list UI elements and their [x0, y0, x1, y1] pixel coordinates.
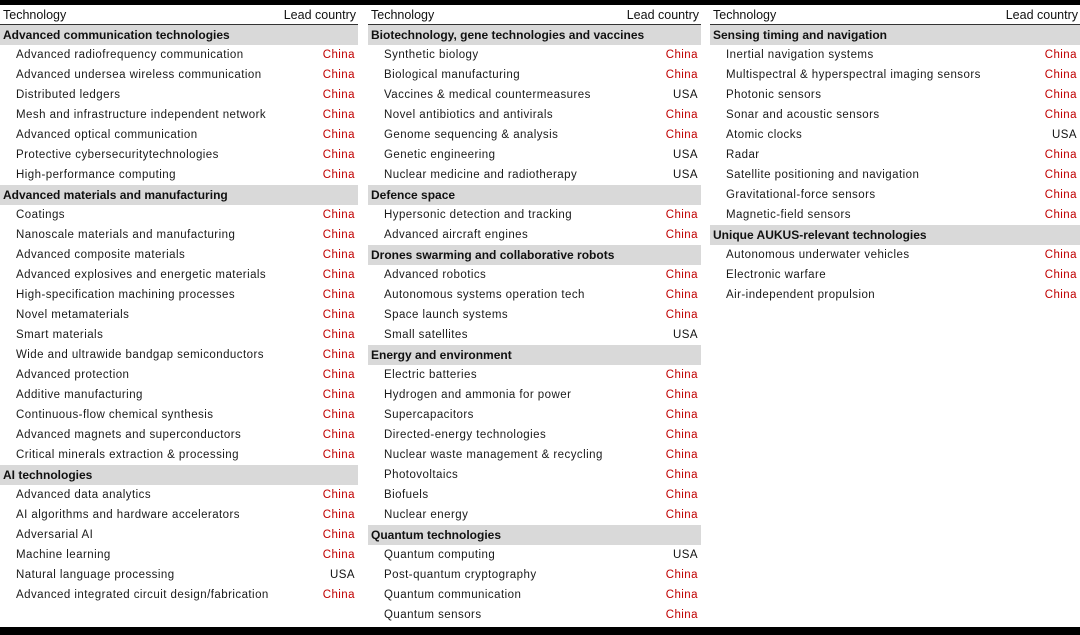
section-title: Defence space [368, 185, 701, 205]
lead-country: China [322, 209, 355, 221]
technology-name: Post-quantum cryptography [384, 569, 537, 581]
technology-name: Nuclear waste management & recycling [384, 449, 603, 461]
header-lead-country: Lead country [283, 7, 356, 22]
lead-country: China [322, 169, 355, 181]
technology-name: Photonic sensors [726, 89, 822, 101]
table-row [0, 265, 358, 285]
table-row [0, 85, 358, 105]
technology-name: Photovoltaics [384, 469, 459, 481]
lead-country: China [665, 269, 698, 281]
lead-country: China [322, 369, 355, 381]
table-row [710, 265, 1080, 285]
technology-name: Gravitational-force sensors [726, 189, 876, 201]
technology-name: Machine learning [16, 549, 111, 561]
lead-country: China [1044, 89, 1077, 101]
table-row [0, 285, 358, 305]
table-row [368, 325, 701, 345]
table-row [0, 245, 358, 265]
lead-country: China [1044, 209, 1077, 221]
lead-country: China [322, 449, 355, 461]
technology-name: Additive manufacturing [16, 389, 143, 401]
lead-country: China [322, 309, 355, 321]
technology-name: Advanced data analytics [16, 489, 152, 501]
lead-country: China [322, 69, 355, 81]
table-row [368, 385, 701, 405]
column-header [368, 5, 701, 25]
lead-country: USA [673, 549, 698, 561]
table-row [368, 545, 701, 565]
table-row [0, 345, 358, 365]
header-technology: Technology [3, 7, 67, 22]
lead-country: China [322, 109, 355, 121]
technology-name: Nanoscale materials and manufacturing [16, 229, 236, 241]
table-row [368, 485, 701, 505]
technology-name: Atomic clocks [726, 129, 803, 141]
technology-name: Space launch systems [384, 309, 509, 321]
lead-country: China [665, 49, 698, 61]
technology-name: Natural language processing [16, 569, 175, 581]
lead-country: China [665, 569, 698, 581]
table-row [0, 365, 358, 385]
table-row [0, 525, 358, 545]
lead-country: China [322, 509, 355, 521]
header-technology: Technology [371, 7, 435, 22]
lead-country: China [322, 149, 355, 161]
technology-name: Coatings [16, 209, 65, 221]
table-row [0, 565, 358, 585]
table-row [368, 585, 701, 605]
lead-country: China [1044, 69, 1077, 81]
technology-name: Radar [726, 149, 760, 161]
lead-country: China [665, 509, 698, 521]
lead-country: China [322, 129, 355, 141]
lead-country: China [1044, 149, 1077, 161]
technology-name: High-performance computing [16, 169, 176, 181]
technology-name: Multispectral & hyperspectral imaging sensors [726, 69, 981, 81]
table-row [368, 605, 701, 625]
lead-country: China [322, 349, 355, 361]
lead-country: China [665, 489, 698, 501]
table-row [0, 225, 358, 245]
table-row [710, 145, 1080, 165]
technology-name: Distributed ledgers [16, 89, 121, 101]
lead-country: China [665, 449, 698, 461]
lead-country: China [665, 589, 698, 601]
lead-country: China [322, 529, 355, 541]
technology-table [0, 5, 1080, 627]
technology-name: Sonar and acoustic sensors [726, 109, 880, 121]
lead-country: China [322, 409, 355, 421]
lead-country: USA [673, 89, 698, 101]
technology-name: Advanced aircraft engines [384, 229, 529, 241]
technology-name: Directed-energy technologies [384, 429, 547, 441]
technology-name: Advanced magnets and superconductors [16, 429, 242, 441]
technology-name: Biofuels [384, 489, 429, 501]
technology-name: Quantum computing [384, 549, 496, 561]
table-row [368, 285, 701, 305]
table-row [0, 145, 358, 165]
technology-name: Advanced optical communication [16, 129, 198, 141]
lead-country: China [322, 49, 355, 61]
technology-name: Quantum sensors [384, 609, 482, 621]
technology-name: Advanced robotics [384, 269, 487, 281]
lead-country: China [665, 389, 698, 401]
lead-country: China [322, 229, 355, 241]
technology-name: Advanced integrated circuit design/fabrication [16, 589, 269, 601]
section-title: Biotechnology, gene technologies and vaccines [368, 25, 701, 45]
table-row [368, 165, 701, 185]
lead-country: China [665, 109, 698, 121]
table-row [368, 425, 701, 445]
technology-name: AI algorithms and hardware accelerators [16, 509, 241, 521]
table-row [710, 285, 1080, 305]
table-row [368, 65, 701, 85]
lead-country: China [322, 429, 355, 441]
table-row [710, 245, 1080, 265]
lead-country: China [322, 489, 355, 501]
lead-country: China [665, 229, 698, 241]
technology-name: Satellite positioning and navigation [726, 169, 920, 181]
technology-name: Nuclear medicine and radiotherapy [384, 169, 578, 181]
technology-name: Critical minerals extraction & processing [16, 449, 239, 461]
table-column-3 [710, 5, 1080, 305]
header-technology: Technology [713, 7, 777, 22]
table-row [0, 505, 358, 525]
technology-name: Inertial navigation systems [726, 49, 874, 61]
table-row [0, 65, 358, 85]
table-row [0, 405, 358, 425]
lead-country: USA [1052, 129, 1077, 141]
table-row [0, 445, 358, 465]
lead-country: China [665, 369, 698, 381]
table-row [0, 305, 358, 325]
technology-name: Synthetic biology [384, 49, 479, 61]
technology-name: Biological manufacturing [384, 69, 521, 81]
lead-country: China [1044, 289, 1077, 301]
table-row [0, 165, 358, 185]
lead-country: China [665, 429, 698, 441]
table-row [710, 185, 1080, 205]
lead-country: China [1044, 169, 1077, 181]
table-column-1 [0, 5, 358, 605]
technology-name: Supercapacitors [384, 409, 474, 421]
lead-country: USA [673, 169, 698, 181]
section-title: AI technologies [0, 465, 358, 485]
table-row [368, 45, 701, 65]
table-row [0, 45, 358, 65]
table-row [368, 225, 701, 245]
technology-name: Wide and ultrawide bandgap semiconductors [16, 349, 264, 361]
section-title: Advanced communication technologies [0, 25, 358, 45]
technology-name: Small satellites [384, 329, 468, 341]
lead-country: China [1044, 249, 1077, 261]
lead-country: China [1044, 269, 1077, 281]
technology-name: Novel antibiotics and antivirals [384, 109, 554, 121]
table-row [0, 425, 358, 445]
table-row [710, 165, 1080, 185]
lead-country: China [665, 469, 698, 481]
technology-name: Protective cybersecuritytechnologies [16, 149, 219, 161]
technology-name: Smart materials [16, 329, 104, 341]
lead-country: China [1044, 109, 1077, 121]
table-row [0, 105, 358, 125]
table-row [0, 485, 358, 505]
lead-country: China [665, 69, 698, 81]
technology-name: Electronic warfare [726, 269, 827, 281]
column-header [0, 5, 358, 25]
technology-name: Quantum communication [384, 589, 522, 601]
technology-name: Autonomous underwater vehicles [726, 249, 910, 261]
header-lead-country: Lead country [626, 7, 699, 22]
lead-country: China [322, 89, 355, 101]
technology-name: Advanced protection [16, 369, 130, 381]
table-row [0, 325, 358, 345]
table-row [0, 125, 358, 145]
lead-country: China [322, 269, 355, 281]
table-row [0, 205, 358, 225]
section-title: Drones swarming and collaborative robots [368, 245, 701, 265]
lead-country: China [665, 289, 698, 301]
table-row [368, 85, 701, 105]
technology-name: Advanced undersea wireless communication [16, 69, 262, 81]
section-title: Energy and environment [368, 345, 701, 365]
column-header [710, 5, 1080, 25]
technology-name: Advanced radiofrequency communication [16, 49, 244, 61]
table-row [368, 405, 701, 425]
technology-name: Mesh and infrastructure independent network [16, 109, 267, 121]
lead-country: USA [673, 329, 698, 341]
table-row [368, 505, 701, 525]
lead-country: China [665, 409, 698, 421]
lead-country: China [1044, 49, 1077, 61]
table-row [368, 105, 701, 125]
table-row [710, 105, 1080, 125]
lead-country: China [322, 589, 355, 601]
technology-name: Genetic engineering [384, 149, 496, 161]
table-row [710, 65, 1080, 85]
section-title: Quantum technologies [368, 525, 701, 545]
technology-name: Hypersonic detection and tracking [384, 209, 573, 221]
table-row [710, 205, 1080, 225]
lead-country: China [665, 209, 698, 221]
section-title: Unique AUKUS-relevant technologies [710, 225, 1080, 245]
table-row [368, 465, 701, 485]
table-row [0, 385, 358, 405]
table-row [368, 205, 701, 225]
table-row [710, 85, 1080, 105]
lead-country: China [322, 249, 355, 261]
table-row [0, 585, 358, 605]
technology-name: Electric batteries [384, 369, 478, 381]
technology-name: Vaccines & medical countermeasures [384, 89, 591, 101]
technology-name: Autonomous systems operation tech [384, 289, 585, 301]
table-row [368, 365, 701, 385]
lead-country: China [1044, 189, 1077, 201]
technology-name: Nuclear energy [384, 509, 469, 521]
table-row [368, 145, 701, 165]
technology-name: High-specification machining processes [16, 289, 236, 301]
table-column-2 [368, 5, 701, 625]
technology-name: Advanced explosives and energetic materials [16, 269, 267, 281]
section-title: Sensing timing and navigation [710, 25, 1080, 45]
table-row [710, 125, 1080, 145]
lead-country: China [322, 549, 355, 561]
table-row [0, 545, 358, 565]
lead-country: China [322, 389, 355, 401]
table-row [368, 125, 701, 145]
technology-name: Hydrogen and ammonia for power [384, 389, 572, 401]
table-row [368, 445, 701, 465]
table-row [368, 265, 701, 285]
lead-country: USA [673, 149, 698, 161]
header-lead-country: Lead country [1005, 7, 1078, 22]
table-row [368, 305, 701, 325]
lead-country: China [322, 289, 355, 301]
lead-country: China [665, 609, 698, 621]
lead-country: USA [330, 569, 355, 581]
technology-name: Continuous-flow chemical synthesis [16, 409, 214, 421]
technology-name: Air-independent propulsion [726, 289, 876, 301]
technology-name: Novel metamaterials [16, 309, 130, 321]
technology-name: Magnetic-field sensors [726, 209, 851, 221]
lead-country: China [665, 309, 698, 321]
lead-country: China [322, 329, 355, 341]
lead-country: China [665, 129, 698, 141]
technology-name: Genome sequencing & analysis [384, 129, 559, 141]
technology-name: Adversarial AI [16, 529, 94, 541]
technology-name: Advanced composite materials [16, 249, 186, 261]
table-row [368, 565, 701, 585]
table-row [710, 45, 1080, 65]
section-title: Advanced materials and manufacturing [0, 185, 358, 205]
